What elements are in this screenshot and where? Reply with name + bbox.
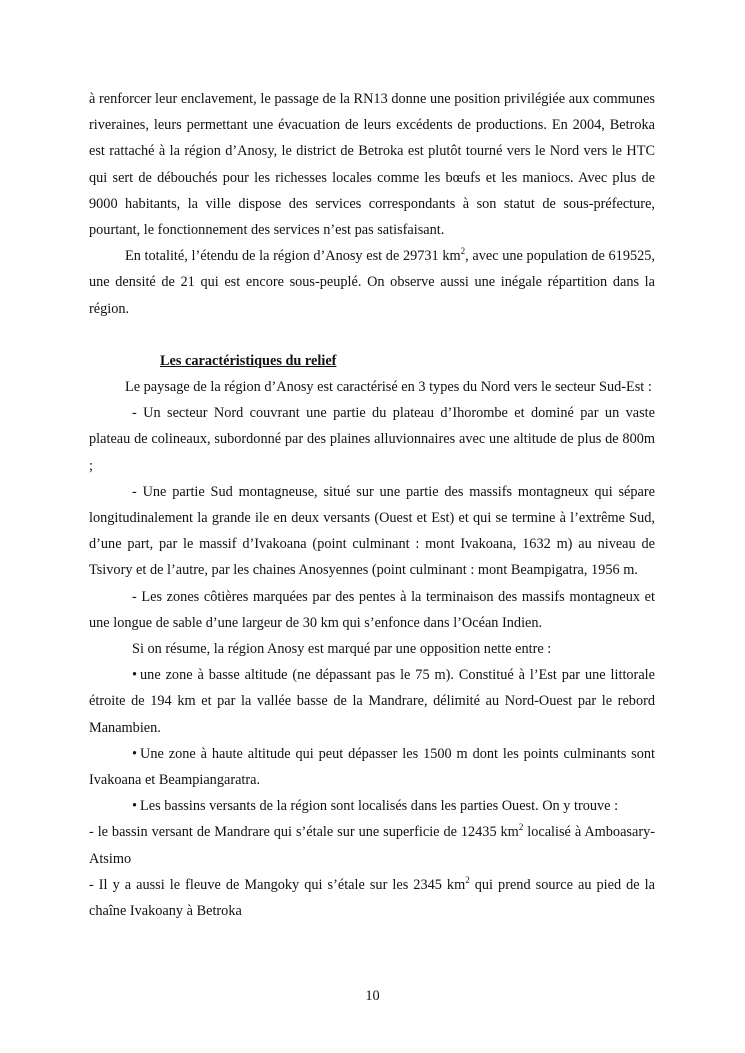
bullet-text: Une zone à haute altitude qui peut dépasser les 1500 m dont les points culminants sont Ivakoana et Beampiangaratra.: [89, 745, 655, 789]
text-segment: qui prend source au pied de la chaîne Ivakoany à Betroka: [89, 876, 656, 920]
page-body: [89, 86, 655, 924]
spacer: [89, 322, 655, 348]
paragraph-region-total: [89, 243, 655, 322]
text-segment: localisé à Amboasary-Atsimo: [89, 824, 655, 867]
superscript: 2: [465, 874, 470, 885]
paragraph-betroka: à renforcer leur enclavement, le passage de la RN13 donne une position privilégiée aux communes riveraines, leurs permettant une évacuation de leurs excédents de productions. En 2004, Betroka est rattaché à la région d’Anosy, le district de Betroka est plutôt tourné vers le Nord vers le HTC qui sert de débouchés pour les richesses locales comme les bœufs et les maniocs. Avec plus de 9000 habitants, la ville dispose des services correspondants à son statut de sous-préfecture, pourtant, le fonctionnement des services n’est pas satisfaisant.: [89, 91, 655, 239]
paragraph-relief-intro: Le paysage de la région d’Anosy est caractérisé en 3 types du Nord vers le secteur Sud-Est :: [125, 379, 652, 396]
bullet-item-low-altitude: [89, 662, 655, 741]
section-heading: Les caractéristiques du relief: [160, 352, 337, 369]
bullet-item-high-altitude: [89, 741, 655, 793]
paragraph-mangoky-river: [89, 872, 655, 924]
page-number: 10: [365, 988, 380, 1004]
bullet-item-basins: [89, 793, 655, 819]
bullet-icon: •: [132, 745, 138, 762]
text-segment: , avec une population de 619525, une densité de 21 qui est encore sous-peuplé. On observe aussi une inégale répartition dans la région.: [89, 248, 655, 317]
paragraph-summary: Si on résume, la région Anosy est marqué par une opposition nette entre :: [132, 641, 552, 658]
paragraph-south-sector: - Une partie Sud montagneuse, situé sur une partie des massifs montagneux qui sépare longitudinalement la grande ile en deux versants (Ouest et Est) et qui se termine à l’extrême Sud, d’une part, par le massif d’Ivakoana (point culminant : mont Ivakoana, 1632 m) au niveau de Tsivory et de l’autre, par les chaines Anosyennes (point culminant : mont Beampigatra, 1956 m.: [89, 483, 655, 579]
text-segment: - Il y a aussi le fleuve de Mangoky qui s’étale sur les 2345 km: [89, 876, 466, 893]
bullet-icon: •: [132, 798, 138, 815]
superscript: 2: [460, 246, 466, 257]
bullet-text: Les bassins versants de la région sont localisés dans les parties Ouest. On y trouve :: [140, 798, 619, 815]
text-segment: - le bassin versant de Mandrare qui s’étale sur une superficie de 12435 km: [89, 824, 519, 841]
paragraph-coastal-zones: - Les zones côtières marquées par des pentes à la terminaison des massifs montagneux et une longue de sable d’une largeur de 30 km qui s’enfonce dans l’Océan Indien.: [89, 588, 655, 631]
text-segment: En totalité, l’étendu de la région d’Anosy est de 29731 km: [125, 248, 461, 265]
paragraph-mandrare-basin: [89, 819, 655, 871]
superscript: 2: [518, 822, 524, 833]
bullet-text: une zone à basse altitude (ne dépassant pas le 75 m). Constitué à l’Est par une littorale étroite de 194 km et par la vallée basse de la Mandrare, délimité au Nord-Ouest par le rebord Manambien.: [89, 667, 655, 736]
paragraph-north-sector: - Un secteur Nord couvrant une partie du plateau d’Ihorombe et dominé par un vaste plateau de colineaux, subordonné par des plaines alluvionnaires avec une altitude de plus de 800m ;: [89, 405, 655, 474]
bullet-icon: •: [132, 667, 138, 684]
